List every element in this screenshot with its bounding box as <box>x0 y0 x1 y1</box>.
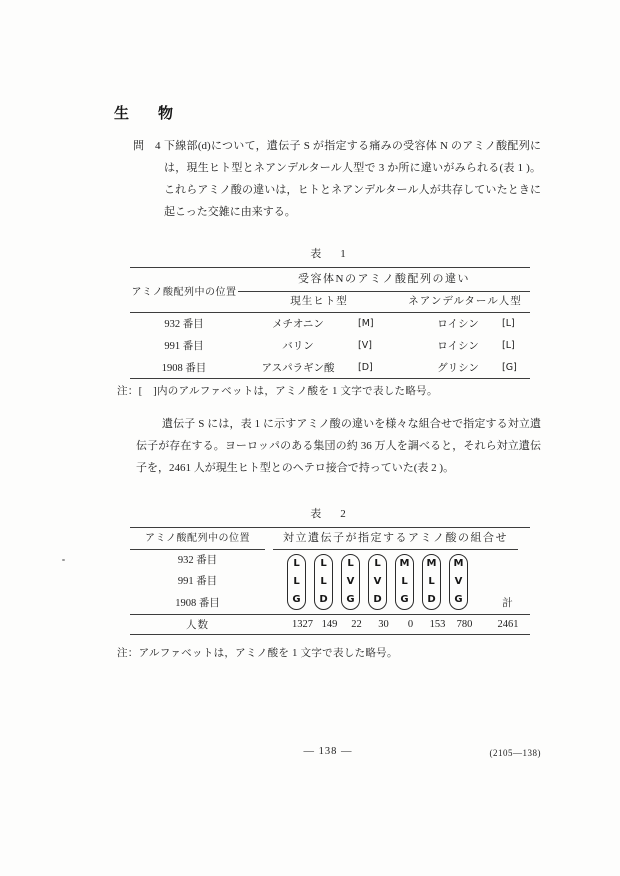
table-2-position-header: アミノ酸配列中の位置 <box>130 528 265 550</box>
question-text: 下線部(d)について，遺伝子 S が指定する痛みの受容体 N のアミノ酸配列には，現生ヒト型とネアンデルタール人型で 3 か所に違いがみられる(表 1 )。これらアミノ酸の違いは，ヒトとネアンデルタール人が共存していたときに起こった交雑に由来する。 <box>164 140 541 218</box>
amino-letter: G <box>454 594 463 605</box>
amino-letter: L <box>347 558 354 569</box>
position-cell: 932 番目 <box>164 319 204 331</box>
table-1-col-human: 現生ヒト型 <box>290 296 348 307</box>
amino-letter: M <box>426 558 437 569</box>
table-2-counts-row <box>130 615 530 634</box>
allele-capsule <box>287 554 306 610</box>
amino-name: グリシン <box>437 362 479 374</box>
amino-letter: L <box>428 576 435 587</box>
table-1-title: 表 1 <box>310 248 350 260</box>
amino-code: [L] <box>502 318 515 330</box>
page-number: — 138 — <box>303 746 353 757</box>
amino-letter: D <box>427 594 436 605</box>
amino-letter: L <box>401 576 408 587</box>
amino-name: ロイシン <box>437 319 479 331</box>
position-cell: 932 番目 <box>177 555 218 567</box>
count-cell: 1327 <box>292 619 313 630</box>
document-code: (2105—138) <box>489 748 541 758</box>
table-2-header <box>130 528 530 550</box>
table-1-col-neanderthal: ネアンデルタール人型 <box>408 296 522 307</box>
table-row <box>130 313 530 335</box>
table-2 <box>130 507 530 635</box>
position-cell: 1908 番目 <box>161 362 207 374</box>
amino-letter: L <box>320 558 327 569</box>
allele-capsule <box>395 554 414 610</box>
amino-letter: G <box>292 594 301 605</box>
table-1-bottom-rule <box>130 378 530 379</box>
paragraph-2: 遺伝子 S には，表 1 に示すアミノ酸の違いを様々な組合せで指定する対立遺伝子が存在する。ヨーロッパのある集団の約 36 万人を調べると，それら対立遺伝子を，2461 人が現生ヒト型とのヘテロ接合で持っていた(表 2 )。 <box>136 418 541 474</box>
table-2-allele-rows <box>130 550 530 614</box>
subject-title: 生 物 <box>114 106 181 122</box>
amino-name: バリン <box>282 341 314 353</box>
count-cell: 30 <box>378 619 389 630</box>
count-cell: 22 <box>351 619 362 630</box>
table-row <box>130 356 530 378</box>
amino-letter: G <box>400 594 409 605</box>
amino-letter: V <box>346 576 355 587</box>
table-row <box>130 335 530 357</box>
amino-code: [V] <box>358 340 372 352</box>
amino-letter: M <box>453 558 464 569</box>
amino-name: アスパラギン酸 <box>261 362 335 374</box>
count-cell: 153 <box>429 619 446 630</box>
total-label: 計 <box>502 598 514 609</box>
amino-name: ロイシン <box>437 341 479 353</box>
allele-capsule <box>341 554 360 610</box>
amino-letter: G <box>346 594 355 605</box>
count-cell: 780 <box>456 619 473 630</box>
table-2-bottom-rule <box>130 634 530 635</box>
question-4 <box>133 135 541 223</box>
amino-letter: V <box>373 576 382 587</box>
table-1-header <box>130 268 530 312</box>
position-cell: 991 番目 <box>164 341 204 353</box>
amino-letter: L <box>293 558 300 569</box>
position-cell: 1908 番目 <box>175 597 220 609</box>
amino-code: [D] <box>358 361 373 373</box>
count-label: 人数 <box>186 620 209 631</box>
table-2-note: 注：アルファベットは，アミノ酸を 1 文字で表した略号。 <box>117 648 398 659</box>
amino-code: [L] <box>502 340 515 352</box>
amino-letter: D <box>319 594 328 605</box>
table-1-note: 注：[ ]内のアルファベットは，アミノ酸を 1 文字で表した略号。 <box>117 386 438 397</box>
amino-name: メチオニン <box>272 319 324 331</box>
amino-letter: L <box>293 576 300 587</box>
allele-capsule <box>449 554 468 610</box>
amino-letter: L <box>320 576 327 587</box>
table-1-span-header: 受容体Nのアミノ酸配列の違い <box>298 273 470 285</box>
table-2-span-header: 対立遺伝子が指定するアミノ酸の組合せ <box>273 528 518 550</box>
amino-letter: L <box>374 558 381 569</box>
scan-speckle <box>62 559 65 561</box>
allele-capsule <box>422 554 441 610</box>
allele-capsule <box>368 554 387 610</box>
amino-code: [G] <box>502 361 517 373</box>
total-count-cell: 2461 <box>497 619 519 630</box>
amino-code: [M] <box>358 318 374 330</box>
count-cell: 0 <box>407 619 414 630</box>
table-1-position-header: アミノ酸配列中の位置 <box>131 286 237 298</box>
count-cell: 149 <box>321 619 338 630</box>
table-2-title: 表 2 <box>310 508 350 520</box>
amino-letter: M <box>399 558 410 569</box>
table-2-row-labels <box>130 550 265 614</box>
amino-letter: D <box>373 594 382 605</box>
question-number: 問 4 <box>133 140 161 152</box>
table-1 <box>130 247 530 379</box>
position-cell: 991 番目 <box>177 576 218 588</box>
amino-letter: V <box>454 576 463 587</box>
allele-capsule <box>314 554 333 610</box>
